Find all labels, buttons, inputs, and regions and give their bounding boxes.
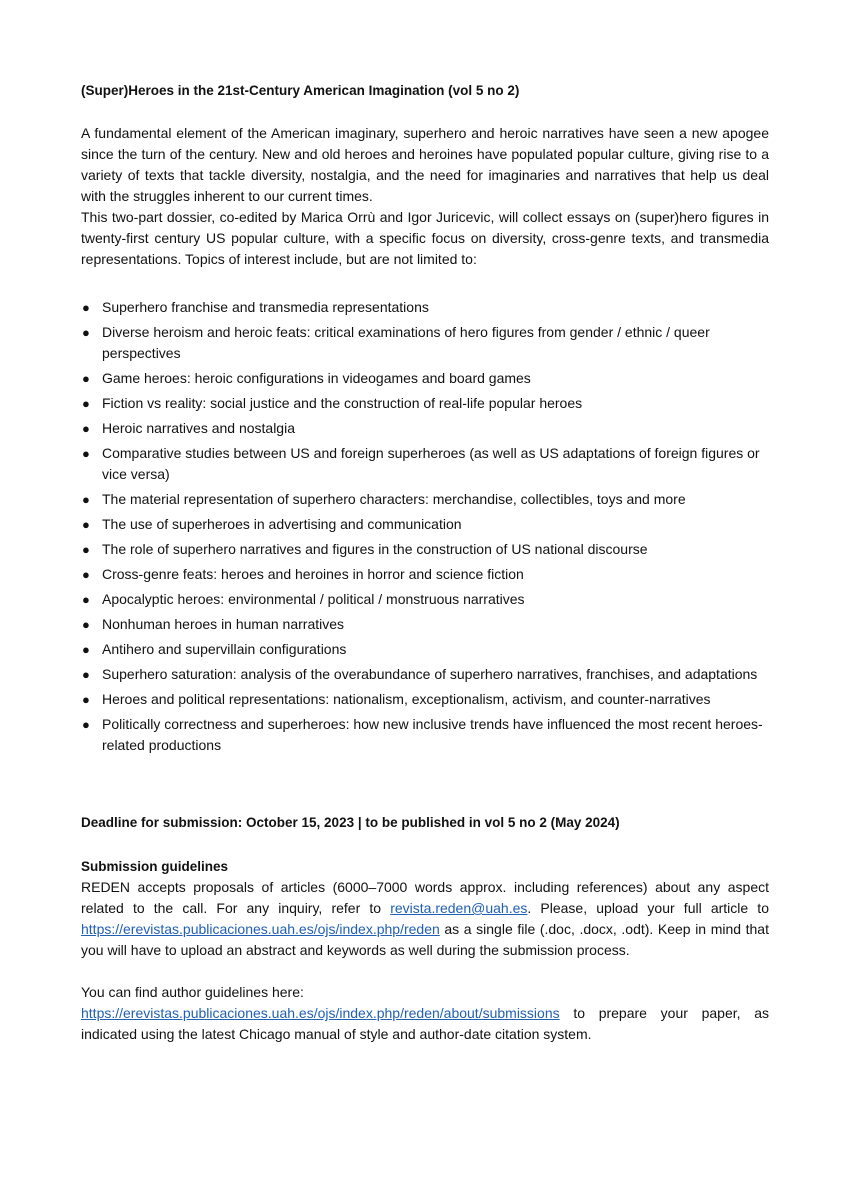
topic-item	[81, 564, 769, 585]
document-title: (Super)Heroes in the 21st-Century American Imagination (vol 5 no 2)	[81, 83, 520, 98]
topic-text: Superhero franchise and transmedia representations	[102, 299, 429, 315]
bullet-icon: ●	[82, 446, 90, 461]
bullet-icon: ●	[82, 421, 90, 436]
bullet-icon: ●	[82, 371, 90, 386]
bullet-icon: ●	[82, 396, 90, 411]
topic-text: Diverse heroism and heroic feats: critical examinations of hero figures from gender / ethnic / queer perspectives	[102, 324, 710, 361]
topic-text: The material representation of superhero characters: merchandise, collectibles, toys and more	[102, 491, 686, 507]
topic-item	[81, 639, 769, 660]
author-guidelines-text: to prepare your paper, as indicated using the latest Chicago manual of style and author-date citation system.	[81, 1005, 769, 1042]
bullet-icon: ●	[82, 642, 90, 657]
deadline-line: Deadline for submission: October 15, 2023 | to be published in vol 5 no 2 (May 2024)	[81, 815, 620, 830]
topic-item	[81, 489, 769, 510]
guidelines-text-1: REDEN accepts proposals of articles (6000–7000 words approx. including references) about any aspect related to the call. For any inquiry, refer to	[81, 879, 769, 916]
bullet-icon: ●	[82, 717, 90, 732]
bullet-icon: ●	[82, 325, 90, 340]
topic-item	[81, 443, 769, 485]
document-page	[81, 80, 769, 1045]
bullet-icon: ●	[82, 617, 90, 632]
topic-text: Comparative studies between US and foreign superheroes (as well as US adaptations of foreign figures or vice versa)	[102, 445, 760, 482]
topic-text: Heroic narratives and nostalgia	[102, 420, 295, 436]
author-guidelines-intro: You can find author guidelines here:	[81, 984, 304, 1000]
topic-item	[81, 689, 769, 710]
email-link[interactable]: revista.reden@uah.es	[390, 900, 528, 916]
topic-text: Superhero saturation: analysis of the overabundance of superhero narratives, franchises, and adaptations	[102, 666, 758, 682]
topic-item	[81, 297, 769, 318]
topic-item	[81, 539, 769, 560]
topic-text: Apocalyptic heroes: environmental / political / monstruous narratives	[102, 591, 525, 607]
topic-item	[81, 714, 769, 756]
topic-text: Fiction vs reality: social justice and the construction of real-life popular heroes	[102, 395, 583, 411]
topic-item	[81, 322, 769, 364]
bullet-icon: ●	[82, 492, 90, 507]
author-guidelines-link[interactable]: https://erevistas.publicaciones.uah.es/ojs/index.php/reden/about/submissions	[81, 1005, 560, 1021]
author-guidelines-paragraph	[81, 1003, 769, 1045]
bullet-icon: ●	[82, 667, 90, 682]
topic-item	[81, 664, 769, 685]
guidelines-text-3: as a single file (.doc, .docx, .odt). Keep in mind that you will have to upload an abstract and keywords as well during the submission process.	[81, 921, 769, 958]
topic-item	[81, 514, 769, 535]
submission-guidelines-paragraph	[81, 877, 769, 961]
submission-guidelines-heading: Submission guidelines	[81, 859, 229, 874]
bullet-icon: ●	[82, 567, 90, 582]
topic-text: Antihero and supervillain configurations	[102, 641, 347, 657]
topic-item	[81, 614, 769, 635]
topic-text: The use of superheroes in advertising and communication	[102, 516, 462, 532]
author-guidelines-block	[81, 982, 769, 1045]
guidelines-text-2: . Please, upload your full article to	[527, 900, 769, 916]
topic-item	[81, 418, 769, 439]
topic-text: The role of superhero narratives and figures in the construction of US national discourse	[102, 541, 648, 557]
intro-paragraph-2: This two-part dossier, co-edited by Marica Orrù and Igor Juricevic, will collect essays on (super)hero figures in twenty-first century US popular culture, with a specific focus on diversity, cross-genre texts, and transmedia representations. Topics of interest include, but are not limited to:	[81, 209, 769, 267]
topic-text: Game heroes: heroic configurations in videogames and board games	[102, 370, 531, 386]
topic-item	[81, 368, 769, 389]
bullet-icon: ●	[82, 692, 90, 707]
topic-item	[81, 393, 769, 414]
bullet-icon: ●	[82, 542, 90, 557]
topic-text: Nonhuman heroes in human narratives	[102, 616, 345, 632]
bullet-icon: ●	[82, 592, 90, 607]
topic-text: Politically correctness and superheroes: how new inclusive trends have influenced the most recent heroes-related productions	[102, 716, 763, 753]
intro-paragraph-1: A fundamental element of the American imaginary, superhero and heroic narratives have seen a new apogee since the turn of the century. New and old heroes and heroines have populated popular culture, giving rise to a variety of texts that tackle diversity, nostalgia, and the need for imaginaries and narratives that help us deal with the struggles inherent to our current times.	[81, 125, 769, 204]
topics-list	[81, 297, 769, 756]
topic-item	[81, 589, 769, 610]
topic-text: Cross-genre feats: heroes and heroines in horror and science fiction	[102, 566, 524, 582]
topic-text: Heroes and political representations: nationalism, exceptionalism, activism, and counter-narratives	[102, 691, 711, 707]
bullet-icon: ●	[82, 300, 90, 315]
journal-url-link[interactable]: https://erevistas.publicaciones.uah.es/ojs/index.php/reden	[81, 921, 440, 937]
bullet-icon: ●	[82, 517, 90, 532]
